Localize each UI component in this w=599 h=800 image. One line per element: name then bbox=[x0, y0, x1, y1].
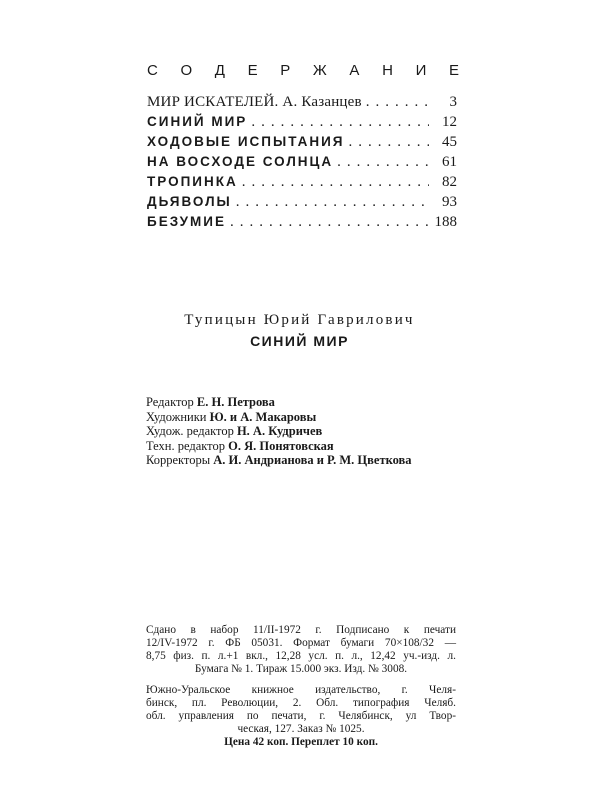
toc-heading-letter: Р bbox=[280, 62, 291, 79]
credit-line bbox=[146, 424, 466, 439]
credit-person: О. Я. Понятовская bbox=[228, 438, 334, 453]
author-name: Тупицын Юрий Гаврилович bbox=[184, 312, 415, 328]
imprint-block bbox=[146, 624, 456, 749]
imprint-line: 8,75 физ. п. л.+1 вкл., 12,28 усл. п. л., 12,42 уч.-изд. л. bbox=[146, 650, 456, 662]
toc-leader-dots bbox=[349, 134, 430, 151]
toc-heading-letter: Е bbox=[448, 62, 459, 79]
publisher-line: Южно-Уральское книжное издательство, г. Челя- bbox=[146, 684, 456, 696]
credit-role: Художники bbox=[146, 409, 207, 424]
credit-line bbox=[146, 453, 466, 468]
toc-entry bbox=[147, 214, 457, 234]
toc-entry bbox=[147, 174, 457, 194]
toc-entry bbox=[147, 194, 457, 214]
table-of-contents bbox=[147, 94, 457, 234]
toc-leader-dots bbox=[366, 94, 429, 111]
toc-heading-letter: С bbox=[147, 62, 158, 79]
toc-leader-dots bbox=[242, 174, 429, 191]
credit-role: Техн. редактор bbox=[146, 438, 225, 453]
credit-person: Е. Н. Петрова bbox=[196, 395, 275, 409]
credit-person: Ю. и А. Макаровы bbox=[209, 409, 317, 424]
toc-entry-page: 45 bbox=[442, 134, 457, 150]
toc-entry-page: 12 bbox=[442, 114, 457, 130]
toc-entry-title: ДЬЯВОЛЫ bbox=[147, 194, 232, 209]
toc-heading-letter: Н bbox=[382, 62, 393, 79]
credits-block bbox=[146, 395, 466, 468]
credit-line bbox=[146, 395, 466, 410]
toc-heading-letter: О bbox=[180, 62, 193, 79]
book-title: СИНИЙ МИР bbox=[250, 333, 349, 349]
toc-heading-letter: А bbox=[349, 62, 360, 79]
toc-entry-page: 61 bbox=[442, 154, 457, 170]
credit-person: А. И. Андрианова и Р. М. Цветкова bbox=[213, 453, 412, 467]
toc-heading-letter: И bbox=[415, 62, 427, 79]
publisher-line: ческая, 127. Заказ № 1025. bbox=[237, 723, 365, 735]
toc-entry-title: ХОДОВЫЕ ИСПЫТАНИЯ bbox=[147, 134, 345, 149]
credit-line bbox=[146, 439, 466, 454]
toc-entry-title: БЕЗУМИЕ bbox=[147, 214, 227, 229]
toc-entry bbox=[147, 154, 457, 174]
credit-role: Редактор bbox=[146, 395, 194, 409]
toc-entry-title: ТРОПИНКА bbox=[147, 174, 238, 189]
toc-heading-letter: Ж bbox=[312, 62, 327, 79]
toc-entry-title: НА ВОСХОДЕ СОЛНЦА bbox=[147, 154, 334, 169]
toc-leader-dots bbox=[337, 154, 429, 171]
toc-entry-page: 82 bbox=[442, 174, 457, 190]
credit-role: Худож. редактор bbox=[146, 424, 234, 438]
toc-entry-title: МИР ИСКАТЕЛЕЙ. А. Казанцев bbox=[147, 94, 362, 110]
toc-heading bbox=[147, 62, 459, 79]
toc-entry-page: 93 bbox=[442, 194, 457, 210]
toc-entry-page: 188 bbox=[434, 214, 457, 230]
imprint-line: Бумага № 1. Тираж 15.000 экз. Изд. № 3008. bbox=[194, 663, 408, 675]
imprint-line: 12/IV-1972 г. ФБ 05031. Формат бумаги 70×108/32 — bbox=[146, 637, 456, 649]
toc-entry bbox=[147, 114, 457, 134]
toc-entry-page: 3 bbox=[449, 94, 457, 110]
toc-leader-dots bbox=[236, 194, 429, 211]
toc-leader-dots bbox=[251, 114, 429, 131]
credit-line bbox=[146, 410, 466, 425]
toc-heading-letter: Д bbox=[214, 62, 225, 79]
toc-entry bbox=[147, 94, 457, 114]
toc-heading-letter: Е bbox=[247, 62, 258, 79]
toc-entry bbox=[147, 134, 457, 154]
imprint-line: Сдано в набор 11/II-1972 г. Подписано к печати bbox=[146, 624, 456, 636]
imprint-spacer bbox=[146, 676, 456, 684]
price-line: Цена 42 коп. Переплет 10 коп. bbox=[224, 736, 378, 748]
publisher-line: обл. управления по печати, г. Челябинск, ул Твор- bbox=[146, 710, 456, 722]
toc-entry-title: СИНИЙ МИР bbox=[147, 114, 248, 129]
credit-person: Н. А. Кудричев bbox=[236, 424, 323, 438]
toc-leader-dots bbox=[230, 214, 429, 231]
publisher-line: бинск, пл. Революции, 2. Обл. типография Челяб. bbox=[146, 697, 456, 709]
credit-role: Корректоры bbox=[146, 453, 211, 467]
